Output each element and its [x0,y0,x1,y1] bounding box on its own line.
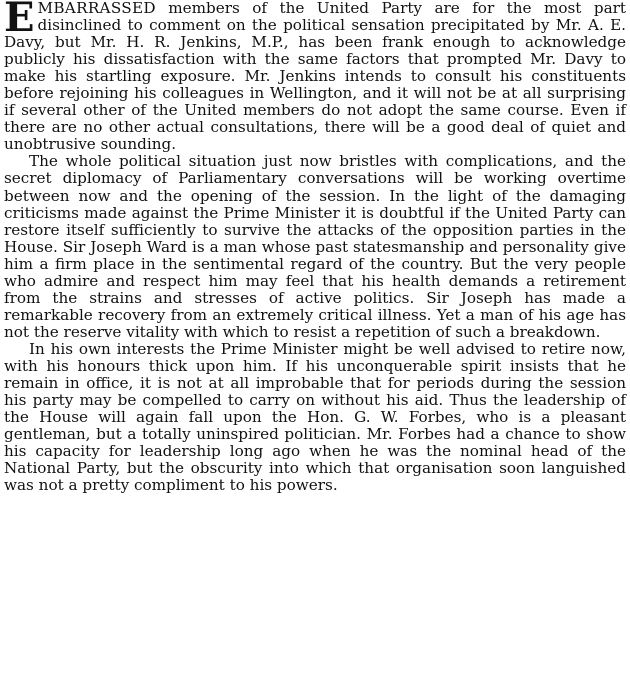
article-paragraph-1 [4,0,626,153]
paragraph-1-text: members of the United Party are for the most part disinclined to comment on the political sensation precipitated by Mr. A. E. Davy, but Mr. H. R. Jenkins, M.P., has been frank enough to acknowledge publicly his dissatisfaction with the same factors that prompted Mr. Davy to make his startling exposure. Mr. Jenkins intends to consult his constituents before rejoining his colleagues in Wellington, and it will not be at all surprising if several other of the United members do not adopt the same course. Even if there are no other actual consultations, there will be a good deal of quiet and unobtrusive sounding. [4,0,626,154]
opening-word: MBARRASSED [37,0,156,17]
article-paragraph-3: In his own interests the Prime Minister might be well advised to retire now, with his honours thick upon him. If his unconquerable spirit insists that he remain in office, it is not at all improbable that for periods during the session his party may be compelled to carry on without his aid. Thus the leadership of the House will again fall upon the Hon. G. W. Forbes, who is a pleasant gentleman, but a totally uninspired politician. Mr. Forbes had a chance to show his capacity for leadership long ago when he was the nominal head of the National Party, but the obscurity into which that organisation soon languished was not a pretty compliment to his powers. [4,339,626,495]
article-paragraph-2: The whole political situation just now bristles with complications, and the secret diplomacy of Parliamentary conversations will be working overtime between now and the opening of the session. In the light of the damaging criticisms made against the Prime Minister it is doubtful if the United Party can restore itself sufficiently to survive the attacks of the opposition parties in the House. Sir Joseph Ward is a man whose past statesmanship and personality give him a firm place in the sentimental regard of the country. But the very people who admire and respect him may feel that his health demands a retirement from the strains and stresses of active politics. Sir Joseph has made a remarkable recovery from an extremely critical illness. Yet a man of his age has not the reserve vitality with which to resist a repetition of such a breakdown. [4,152,626,341]
drop-cap: E [4,0,35,41]
